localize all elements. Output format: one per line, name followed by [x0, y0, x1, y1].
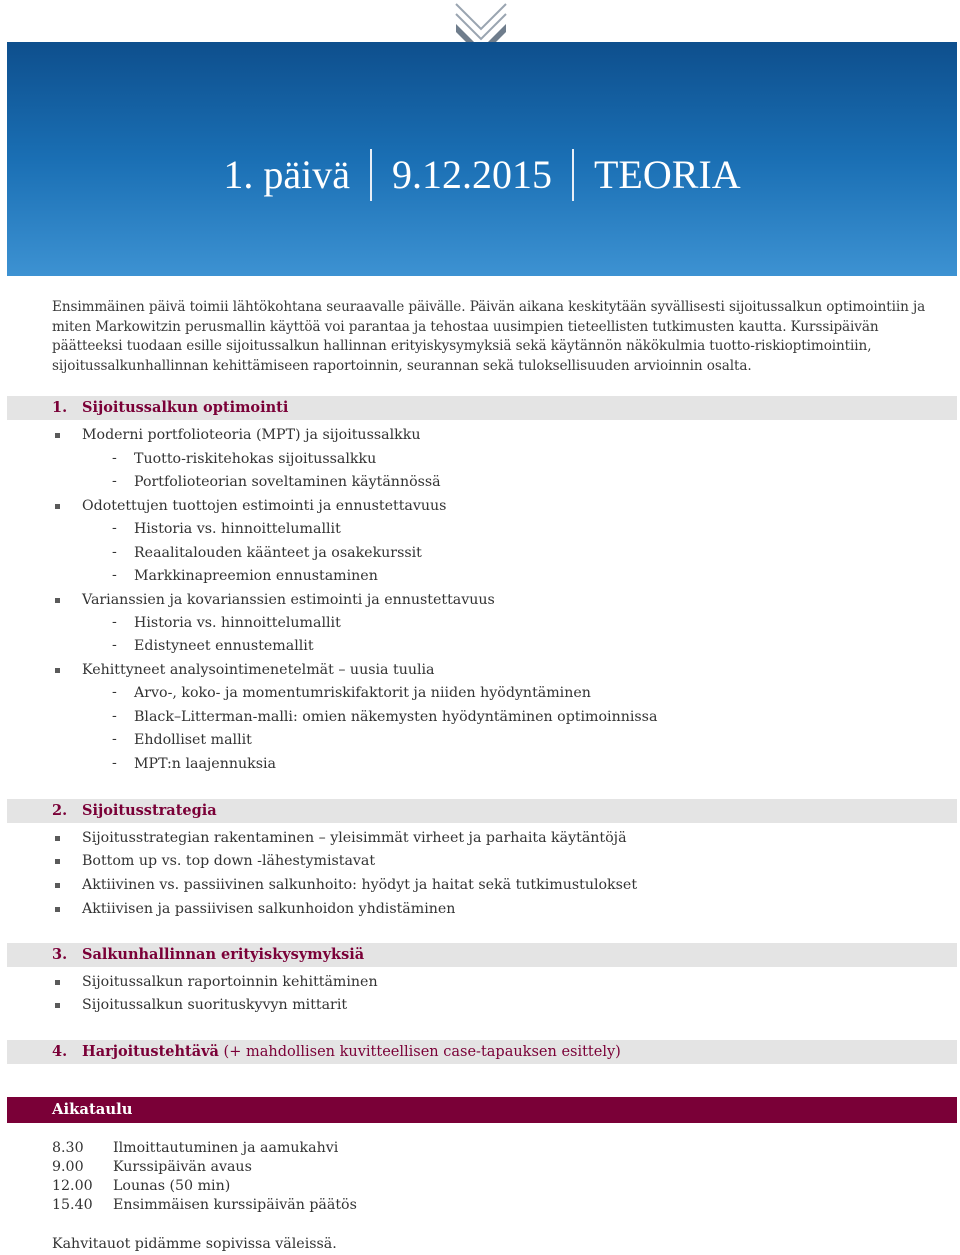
bullet-icon — [55, 836, 60, 841]
sub-list-item: Reaalitalouden käänteet ja osakekurssit — [134, 545, 422, 561]
bullet-icon — [55, 433, 60, 438]
section-title-suffix: (+ mahdollisen kuvitteellisen case-tapauksen esittely) — [218, 1044, 621, 1060]
dash-icon: - — [112, 637, 117, 653]
dash-icon: - — [112, 544, 117, 560]
section-title — [82, 1040, 621, 1064]
dash-icon: - — [112, 450, 117, 466]
bullet-icon — [55, 859, 60, 864]
section-number: 2. — [52, 802, 68, 819]
list-item: Sijoitusstrategian rakentaminen – yleisimmät virheet ja parhaita käytäntöjä — [82, 830, 627, 846]
banner-topic: TEORIA — [593, 152, 741, 197]
dash-icon: - — [112, 708, 117, 724]
schedule-time: 9.00 — [52, 1159, 84, 1175]
banner-title — [7, 147, 957, 203]
bullet-icon — [55, 883, 60, 888]
section-header-1 — [7, 396, 957, 420]
bullet-icon — [55, 598, 60, 603]
banner-day: 1. päivä — [223, 152, 350, 197]
dash-icon: - — [112, 614, 117, 630]
sub-list-item: Portfolioteorian soveltaminen käytännössä — [134, 474, 441, 490]
banner-date: 9.12.2015 — [391, 152, 552, 197]
sub-list-item: Edistyneet ennustemallit — [134, 638, 314, 654]
schedule-header — [7, 1097, 957, 1123]
schedule-time: 8.30 — [52, 1140, 84, 1156]
sub-list-item: Markkinapreemion ennustaminen — [134, 568, 378, 584]
dash-icon: - — [112, 567, 117, 583]
schedule-description: Lounas (50 min) — [113, 1178, 231, 1194]
schedule-time: 15.40 — [52, 1197, 93, 1213]
list-item: Aktiivisen ja passiivisen salkunhoidon yhdistäminen — [82, 901, 456, 917]
sub-list-item: Historia vs. hinnoittelumallit — [134, 521, 341, 537]
section-header-3 — [7, 943, 957, 967]
section-header-4 — [7, 1040, 957, 1064]
intro-paragraph: Ensimmäinen päivä toimii lähtökohtana seuraavalle päivälle. Päivän aikana keskitytään syvällisesti sijoitussalkun optimointiin ja miten Markowitzin perusmallin käyttöä voi parantaa ja tehostaa uusimpien tieteellisten tutkimusten kautta. Kurssipäivän päätteeksi tuodaan esille sijoitussalkun hallinnan erityiskysymyksiä sekä käytännön näkökulmia tuotto-riskioptimointiin, sijoitussalkunhallinnan kehittämiseen raportoinnin, seurannan sekä tuloksellisuuden arvioinnin osalta. — [52, 299, 926, 374]
schedule-description: Kurssipäivän avaus — [113, 1159, 252, 1175]
bullet-icon — [55, 1003, 60, 1008]
list-item: Aktiivinen vs. passiivinen salkunhoito: hyödyt ja haitat sekä tutkimustulokset — [82, 877, 638, 893]
list-item: Bottom up vs. top down -lähestymistavat — [82, 853, 376, 869]
list-item: Sijoitussalkun raportoinnin kehittäminen — [82, 974, 378, 990]
section-number: 3. — [52, 946, 68, 963]
schedule-title: Aikataulu — [52, 1101, 133, 1118]
dash-icon: - — [112, 520, 117, 536]
section-title: Sijoitusstrategia — [82, 802, 217, 819]
list-item: Sijoitussalkun suorituskyvyn mittarit — [82, 997, 348, 1013]
bullet-icon — [55, 668, 60, 673]
sub-list-item: Arvo-, koko- ja momentumriskifaktorit ja niiden hyödyntäminen — [134, 685, 591, 701]
schedule-note: Kahvitauot pidämme sopivissa väleissä. — [52, 1236, 337, 1252]
bullet-icon — [55, 980, 60, 985]
sub-list-item: Ehdolliset mallit — [134, 732, 252, 748]
section-title: Salkunhallinnan erityiskysymyksiä — [82, 946, 365, 963]
dash-icon: - — [112, 755, 117, 771]
schedule-time: 12.00 — [52, 1178, 93, 1194]
list-item: Kehittyneet analysointimenetelmät – uusia tuulia — [82, 662, 435, 678]
section-title: Sijoitussalkun optimointi — [82, 399, 289, 416]
section-number: 1. — [52, 399, 68, 416]
list-item: Moderni portfolioteoria (MPT) ja sijoitussalkku — [82, 427, 421, 443]
list-item: Varianssien ja kovarianssien estimointi ja ennustettavuus — [82, 592, 495, 608]
sub-list-item: Tuotto-riskitehokas sijoitussalkku — [134, 451, 377, 467]
bullet-icon — [55, 907, 60, 912]
dash-icon: - — [112, 684, 117, 700]
header-banner — [7, 42, 957, 276]
schedule-description: Ilmoittautuminen ja aamukahvi — [113, 1140, 339, 1156]
sub-list-item: MPT:n laajennuksia — [134, 756, 276, 772]
dash-icon: - — [112, 473, 117, 489]
sub-list-item: Historia vs. hinnoittelumallit — [134, 615, 341, 631]
section-title-text: Harjoitustehtävä — [82, 1043, 219, 1060]
section-number: 4. — [52, 1043, 68, 1060]
sub-list-item: Black–Litterman-malli: omien näkemysten hyödyntäminen optimoinnissa — [134, 709, 658, 725]
section-header-2 — [7, 799, 957, 823]
schedule-description: Ensimmäisen kurssipäivän päätös — [113, 1197, 357, 1213]
dash-icon: - — [112, 731, 117, 747]
list-item: Odotettujen tuottojen estimointi ja ennustettavuus — [82, 498, 447, 514]
bullet-icon — [55, 504, 60, 509]
